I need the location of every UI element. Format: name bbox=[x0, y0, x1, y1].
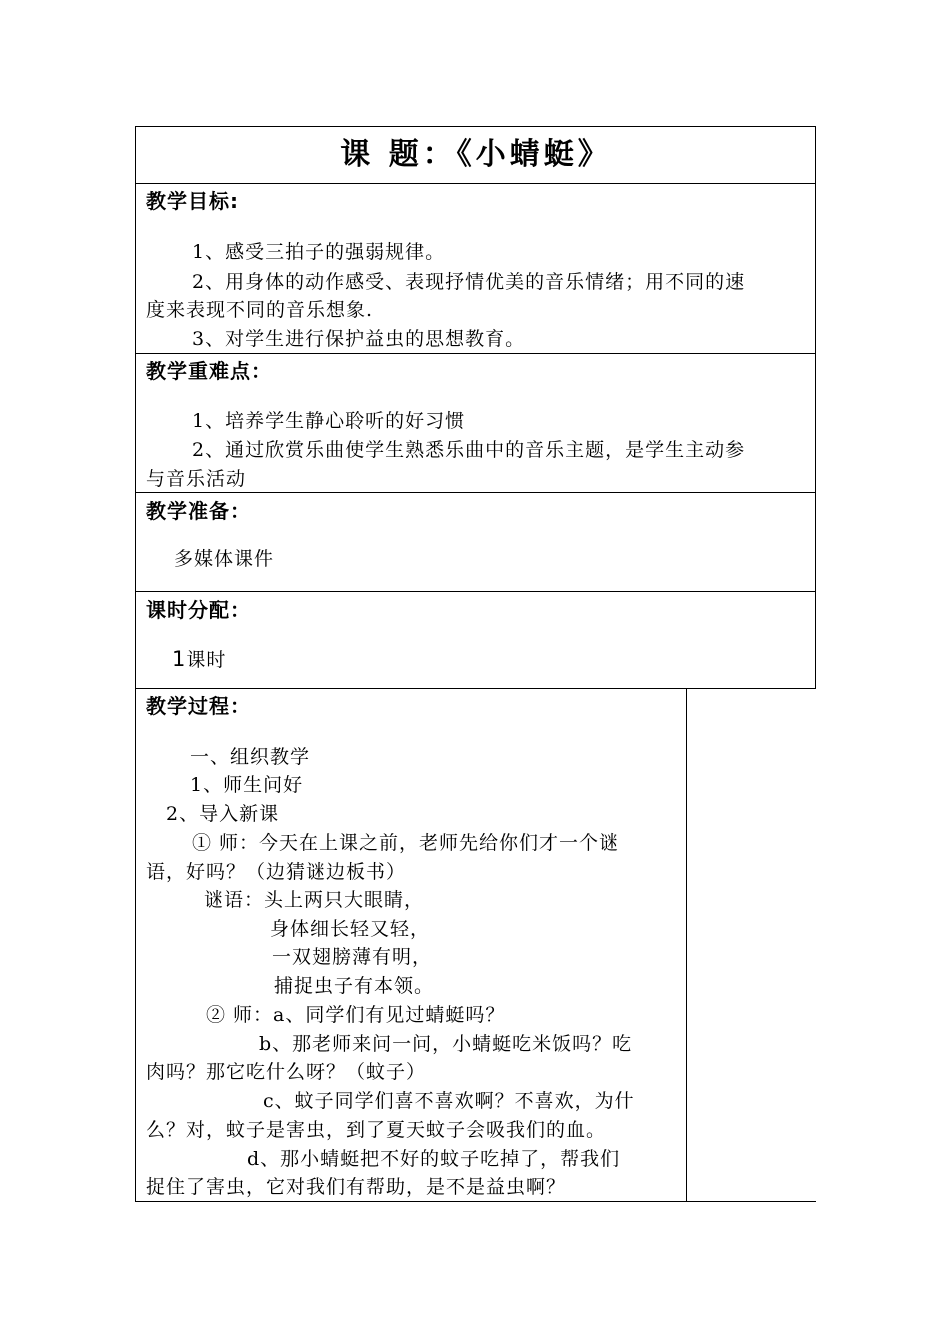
objective-line-2b: 度来表现不同的音乐想象. bbox=[146, 299, 374, 321]
row-divider-title bbox=[135, 183, 816, 184]
objective-line-2a: 2、用身体的动作感受、表现抒情优美的音乐情绪；用不同的速 bbox=[192, 271, 746, 293]
process-line: 么？对，蚊子是害虫，到了夏天蚊子会吸我们的血。 bbox=[146, 1119, 607, 1141]
table-bottom-border bbox=[135, 1201, 816, 1202]
keypoint-line-2a: 2、通过欣赏乐曲使学生熟悉乐曲中的音乐主题，是学生主动参 bbox=[192, 439, 746, 461]
table-top-border bbox=[135, 126, 816, 127]
schedule-unit: 课时 bbox=[186, 649, 227, 671]
preparation-line-1: 多媒体课件 bbox=[174, 548, 275, 570]
keypoint-line-2b: 与音乐活动 bbox=[146, 468, 247, 490]
preparation-heading: 教学准备： bbox=[146, 499, 251, 523]
row-divider-objectives bbox=[135, 353, 816, 354]
row-divider-preparation bbox=[135, 591, 816, 592]
process-column-divider bbox=[686, 688, 687, 1202]
process-line: 一、组织教学 bbox=[190, 746, 311, 768]
keypoint-line-1: 1、培养学生静心聆听的好习惯 bbox=[192, 410, 466, 432]
process-line: 捕捉虫子有本领。 bbox=[274, 975, 435, 997]
process-line: 身体细长轻又轻， bbox=[270, 918, 431, 940]
table-left-border bbox=[135, 126, 136, 1202]
process-line: 肉吗？那它吃什么呀？（蚊子） bbox=[146, 1061, 427, 1083]
objective-line-3: 3、对学生进行保护益虫的思想教育。 bbox=[192, 328, 526, 350]
row-divider-schedule bbox=[135, 688, 816, 689]
table-right-border bbox=[815, 126, 816, 689]
objective-line-1: 1、感受三拍子的强弱规律。 bbox=[192, 241, 446, 263]
keypoints-heading: 教学重难点： bbox=[146, 359, 272, 383]
process-line: ② 师：a、同学们有见过蜻蜓吗？ bbox=[206, 1004, 506, 1026]
process-line: d、那小蜻蜓把不好的蚊子吃掉了，帮我们 bbox=[247, 1148, 621, 1170]
process-line: 一双翅膀薄有明， bbox=[272, 946, 433, 968]
process-line: b、那老师来问一问，小蜻蜓吃米饭吗？吃 bbox=[259, 1033, 633, 1055]
schedule-line bbox=[172, 645, 226, 674]
process-line: 语，好吗？（边猜谜边板书） bbox=[146, 861, 407, 883]
process-line: 捉住了害虫，它对我们有帮助，是不是益虫啊？ bbox=[146, 1176, 567, 1198]
objectives-heading: 教学目标: bbox=[146, 189, 239, 213]
process-line: c、蚊子同学们喜不喜欢啊？不喜欢，为什 bbox=[263, 1090, 635, 1112]
process-line: ① 师：今天在上课之前，老师先给你们才一个谜 bbox=[192, 832, 620, 854]
page-title: 课 题：《小蜻蜓》 bbox=[340, 137, 612, 172]
process-line: 1、师生问好 bbox=[190, 774, 304, 796]
process-heading: 教学过程： bbox=[146, 694, 251, 718]
process-line: 谜语：头上两只大眼睛， bbox=[204, 889, 425, 911]
schedule-number: 1 bbox=[172, 647, 187, 671]
process-line: 2、导入新课 bbox=[166, 803, 280, 825]
schedule-heading: 课时分配： bbox=[146, 598, 251, 622]
